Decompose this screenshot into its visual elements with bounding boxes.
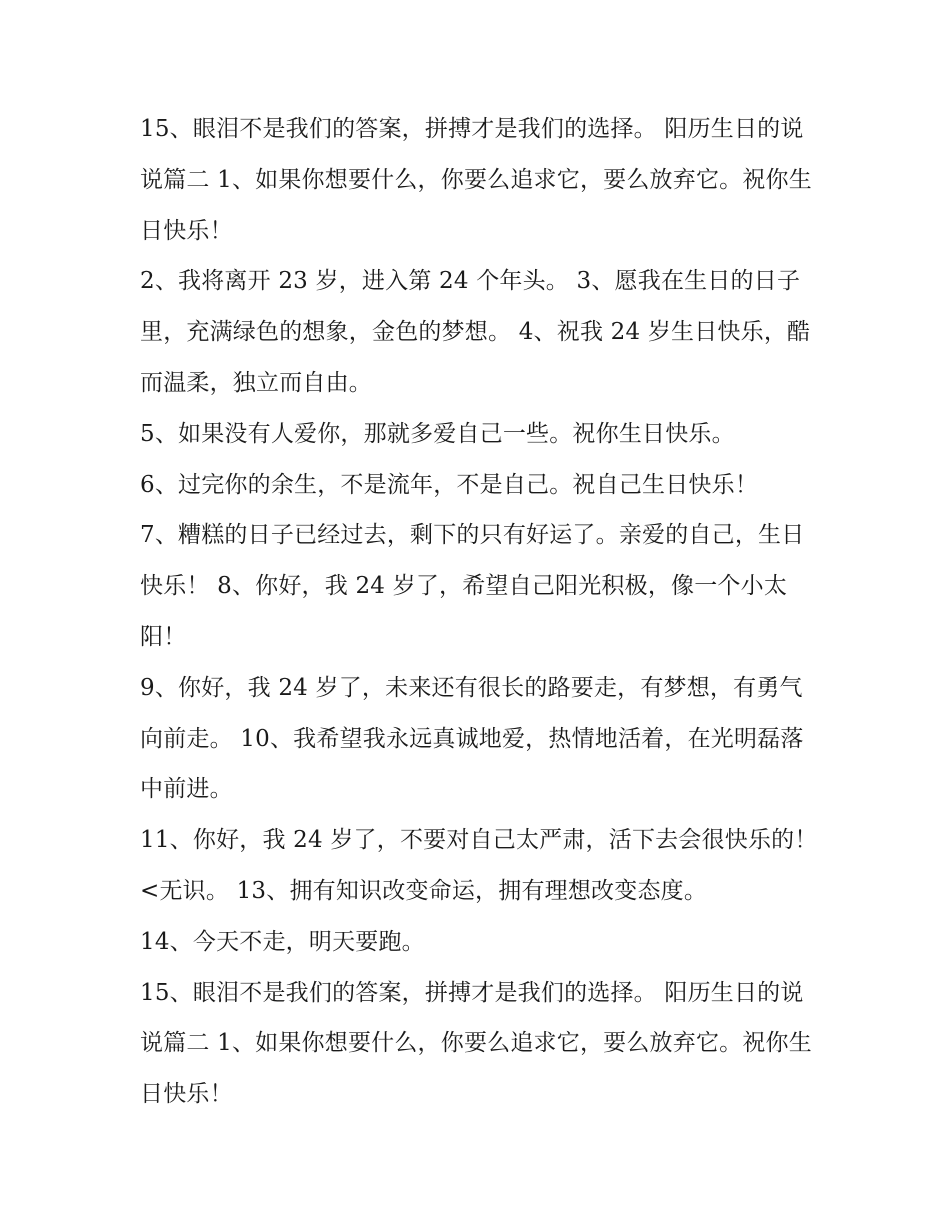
- paragraph-7: 11、你好，我 24 岁了，不要对自己太严肃，活下去会很快乐的！<无识。 13、拥有知识改变命运，拥有理想改变态度。: [140, 827, 818, 904]
- paragraph-3: 5、如果没有人爱你，那就多爱自己一些。祝你生日快乐。: [140, 420, 735, 447]
- paragraph-9: 15、眼泪不是我们的答案，拼搏才是我们的选择。 阳历生日的说说篇二 1、如果你想要什么，你要么追求它，要么放弃它。祝你生日快乐！: [140, 979, 812, 1108]
- paragraph-2: 2、我将离开 23 岁，进入第 24 个年头。 3、愿我在生日的日子里，充满绿色的想象，金色的梦想。 4、祝我 24 岁生日快乐，酷而温柔，独立而自由。: [140, 268, 811, 396]
- paragraph-5: 7、糟糕的日子已经过去，剩下的只有好运了。亲爱的自己，生日快乐！ 8、你好，我 24 岁了，希望自己阳光积极，像一个小太阳！: [140, 522, 805, 650]
- document-body: [140, 104, 820, 1120]
- paragraph-6: 9、你好，我 24 岁了，未来还有很长的路要走，有梦想，有勇气向前走。 10、我希望我永远真诚地爱，热情地活着，在光明磊落中前进。: [140, 674, 804, 803]
- paragraph-8: 14、今天不走，明天要跑。: [140, 928, 425, 955]
- paragraph-1: 15、眼泪不是我们的答案，拼搏才是我们的选择。 阳历生日的说说篇二 1、如果你想要什么，你要么追求它，要么放弃它。祝你生日快乐！: [140, 116, 812, 244]
- paragraph-4: 6、过完你的余生，不是流年，不是自己。祝自己生日快乐！: [140, 471, 759, 498]
